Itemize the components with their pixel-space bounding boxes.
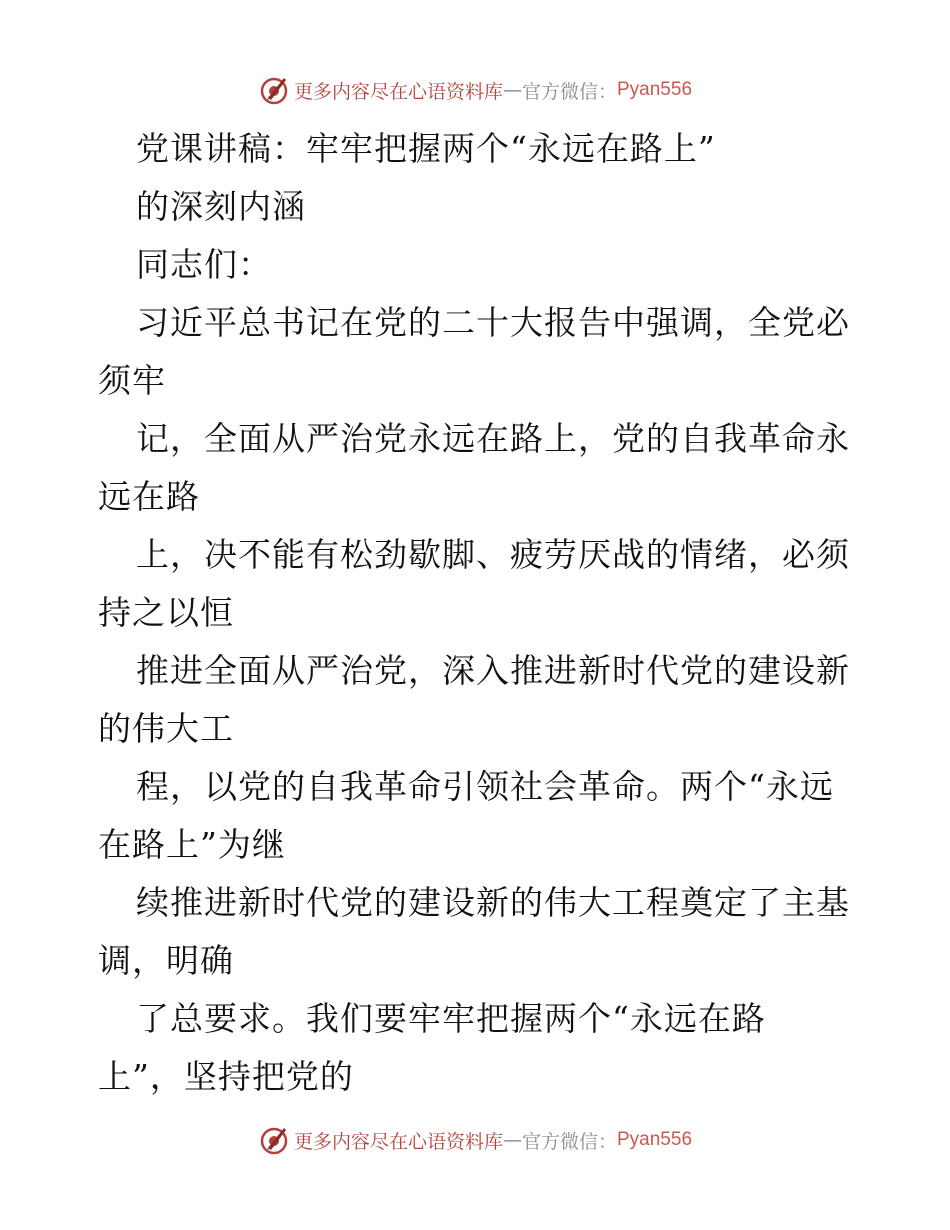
text-line: 远在路: [98, 477, 200, 516]
text-line: 记，全面从严治党永远在路上，党的自我革命永: [136, 419, 850, 458]
text-line: 须牢: [98, 361, 166, 400]
text-line: 程，以党的自我革命引领社会革命。两个“永远: [136, 767, 834, 806]
watermark-separator: —: [502, 1129, 522, 1151]
watermark-site-text: 更多内容尽在心语资料库: [293, 1130, 503, 1153]
footer-watermark: [0, 1120, 950, 1160]
watermark-contact-label: 官方微信：: [521, 1130, 617, 1153]
text-line: 推进全面从严治党，深入推进新时代党的建设新: [136, 651, 850, 690]
text-line: 党课讲稿：牢牢把握两个“永远在路上”: [136, 129, 716, 168]
text-line: 在路上”为继: [98, 825, 286, 864]
watermark-contact-id: Pyan556: [617, 79, 693, 100]
watermark-separator: —: [502, 79, 522, 101]
quill-logo-icon: [258, 74, 290, 106]
text-line: 上”，坚持把党的: [98, 1057, 354, 1096]
document-body: [98, 120, 858, 1106]
watermark-site-text: 更多内容尽在心语资料库: [293, 80, 503, 103]
text-line: 上，决不能有松劲歇脚、疲劳厌战的情绪，必须: [136, 535, 850, 574]
text-line: 持之以恒: [98, 593, 234, 632]
text-line: 续推进新时代党的建设新的伟大工程奠定了主基: [136, 883, 850, 922]
text-line: 了总要求。我们要牢牢把握两个“永远在路: [136, 999, 766, 1038]
header-watermark: [0, 70, 950, 110]
watermark-contact-id: Pyan556: [617, 1129, 693, 1150]
text-line: 的深刻内涵: [136, 187, 306, 226]
watermark-contact-label: 官方微信：: [521, 80, 617, 103]
text-line: 的伟大工: [98, 709, 234, 748]
quill-logo-icon: [258, 1124, 290, 1156]
text-line: 同志们：: [136, 245, 272, 284]
text-line: 习近平总书记在党的二十大报告中强调，全党必: [136, 303, 850, 342]
text-line: 调，明确: [98, 941, 234, 980]
